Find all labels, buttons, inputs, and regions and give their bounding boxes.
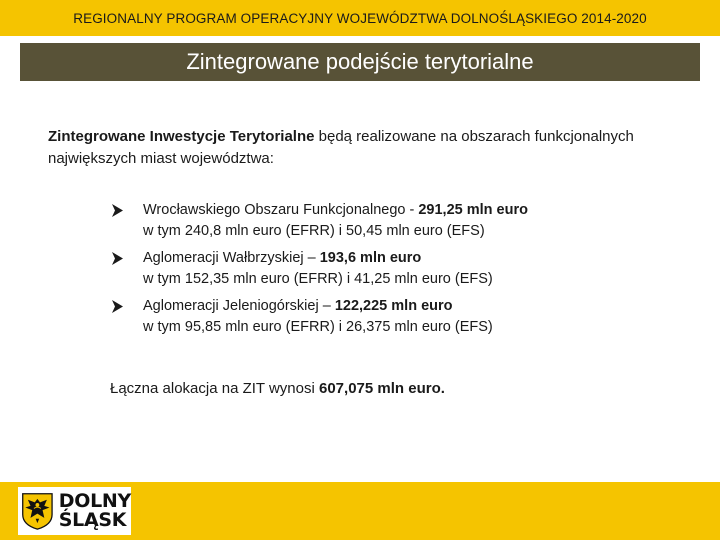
bullet-amount: 193,6 mln euro bbox=[319, 250, 422, 266]
summary-text: Łączna alokacja na ZIT wynosi bbox=[110, 380, 319, 397]
bullet-amount: 122,225 mln euro bbox=[334, 298, 453, 314]
bullet-detail: w tym 95,85 mln euro (EFRR) i 26,375 mln euro (EFS) bbox=[143, 319, 493, 335]
arrow-bullet-icon bbox=[110, 203, 125, 218]
bullet-name: Aglomeracji Wałbrzyskiej – bbox=[143, 250, 320, 266]
slide-title-band bbox=[20, 43, 700, 81]
logo-line-1: DOLNY bbox=[58, 490, 131, 512]
list-item bbox=[110, 296, 670, 338]
list-item bbox=[110, 200, 670, 242]
footer-bar bbox=[0, 482, 720, 540]
summary-amount: 607,075 mln euro. bbox=[319, 380, 445, 397]
list-item bbox=[110, 248, 670, 290]
arrow-bullet-icon bbox=[110, 299, 125, 314]
logo-line-2: ŚLĄSK bbox=[58, 509, 127, 531]
bullet-detail: w tym 240,8 mln euro (EFRR) i 50,45 mln euro (EFS) bbox=[143, 223, 485, 239]
bullet-detail: w tym 152,35 mln euro (EFRR) i 41,25 mln euro (EFS) bbox=[143, 271, 493, 287]
bullet-name: Wrocławskiego Obszaru Funkcjonalnego - bbox=[143, 202, 419, 218]
summary-line bbox=[110, 378, 445, 400]
bullet-list bbox=[110, 200, 670, 344]
logo-text bbox=[59, 492, 131, 530]
slide-title: Zintegrowane podejście terytorialne bbox=[186, 49, 534, 74]
dolny-slask-logo bbox=[18, 487, 131, 535]
intro-paragraph bbox=[48, 126, 648, 170]
program-title: REGIONALNY PROGRAM OPERACYJNY WOJEWÓDZTWA DOLNOŚLĄSKIEGO 2014-2020 bbox=[73, 10, 647, 26]
header-bar bbox=[0, 0, 720, 36]
bullet-amount: 291,25 mln euro bbox=[418, 202, 528, 218]
eagle-crest-icon bbox=[21, 489, 54, 533]
arrow-bullet-icon bbox=[110, 251, 125, 266]
intro-bold-text: Zintegrowane Inwestycje Terytorialne bbox=[48, 128, 315, 145]
bullet-name: Aglomeracji Jeleniogórskiej – bbox=[143, 298, 335, 314]
intro-text: będą realizowane na obszarach funkcjonalnych największych miast województwa: bbox=[48, 128, 634, 167]
